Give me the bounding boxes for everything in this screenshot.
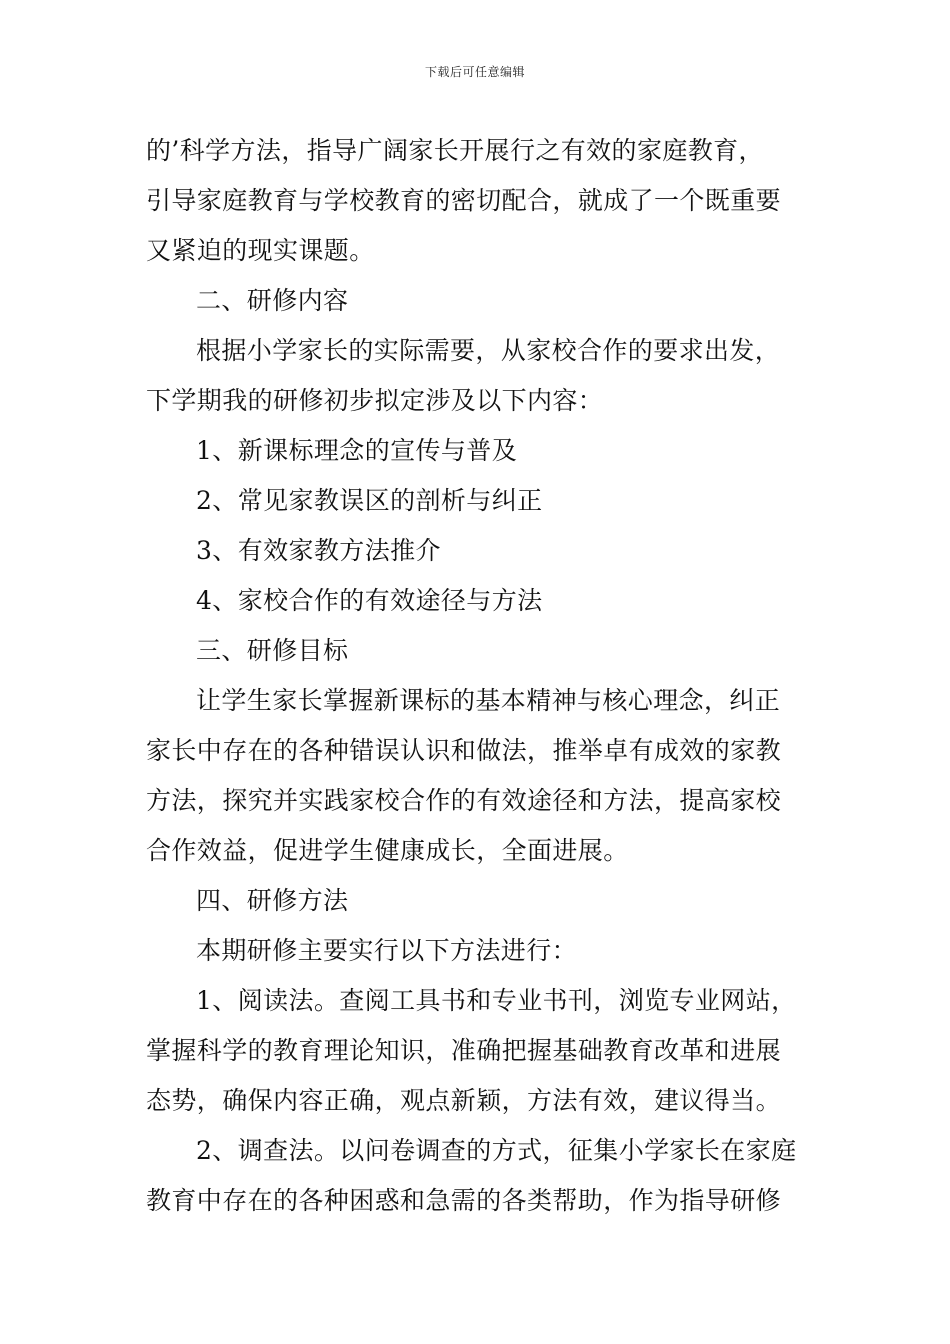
text-line: 让学生家长掌握新课标的基本精神与核心理念，纠正 xyxy=(196,686,781,715)
text-line: 掌握科学的教育理论知识，准确把握基础教育改革和进展 xyxy=(146,1036,782,1065)
list-item: 3、有效家教方法推介 xyxy=(196,536,441,565)
page-header: 下载后可任意编辑 xyxy=(424,65,525,79)
list-item: 2、常见家教误区的剖析与纠正 xyxy=(196,486,543,515)
section-heading: 四、研修方法 xyxy=(196,886,349,915)
list-item: 1、新课标理念的宣传与普及 xyxy=(196,436,518,465)
section-heading: 二、研修内容 xyxy=(196,286,349,315)
list-item: 4、家校合作的有效途径与方法 xyxy=(196,586,543,615)
text-line: 又紧迫的现实课题。 xyxy=(146,236,375,265)
text-line: 教育中存在的各种困惑和急需的各类帮助，作为指导研修 xyxy=(146,1186,782,1215)
body-text xyxy=(146,126,808,1226)
text-line: 家长中存在的各种错误认识和做法，推举卓有成效的家教 xyxy=(146,736,782,765)
text-line: 方法，探究并实践家校合作的有效途径和方法，提高家校 xyxy=(146,786,782,815)
text-line: 根据小学家长的实际需要，从家校合作的要求出发， xyxy=(196,336,781,365)
list-item: 1、阅读法。查阅工具书和专业书刊，浏览专业网站， xyxy=(196,986,797,1015)
text-line: 本期研修主要实行以下方法进行： xyxy=(196,936,578,965)
text-line: 引导家庭教育与学校教育的密切配合，就成了一个既重要 xyxy=(146,186,782,215)
text-line: 下学期我的研修初步拟定涉及以下内容： xyxy=(146,386,604,415)
section-heading: 三、研修目标 xyxy=(196,636,349,665)
list-item: 2、调查法。以问卷调查的方式，征集小学家长在家庭 xyxy=(196,1136,797,1165)
text-line: 态势，确保内容正确，观点新颖，方法有效，建议得当。 xyxy=(146,1086,782,1115)
text-line: 合作效益，促进学生健康成长，全面进展。 xyxy=(146,836,629,865)
text-line: 的’科学方法，指导广阔家长开展行之有效的家庭教育， xyxy=(146,136,764,165)
